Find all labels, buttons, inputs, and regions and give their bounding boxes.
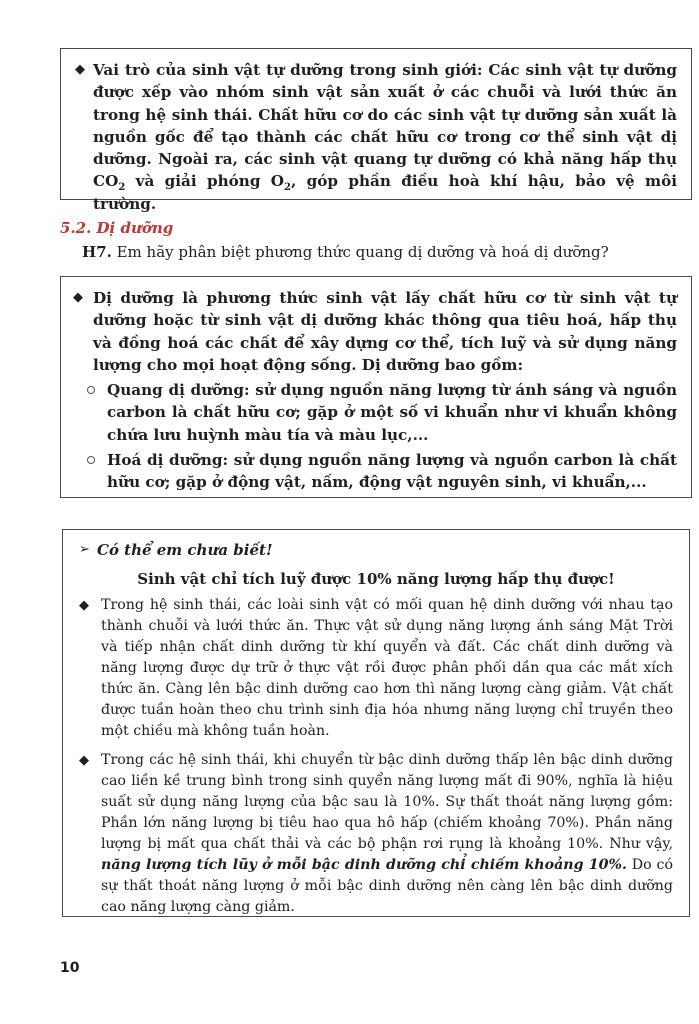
heterotroph-answer-box [60, 276, 692, 498]
energy-paragraph-2 [79, 750, 673, 918]
circle-bullet-icon [87, 456, 95, 464]
heterotroph-paragraph [73, 287, 677, 376]
chemoheterotroph-text: Hoá dị dưỡng: sử dụng nguồn năng lượng và nguồn carbon là chất hữu cơ; gặp ở động vật, nấm, động vật nguyên sinh, vi khuẩn,... [107, 451, 677, 492]
chemoheterotroph-item [87, 449, 677, 494]
role-autotroph-box [60, 48, 692, 213]
question-label: H7. [82, 243, 112, 261]
co2-subscript: 2 [118, 182, 126, 194]
did-you-know-heading [79, 540, 673, 560]
question-h7 [82, 243, 609, 261]
did-you-know-heading-text: Có thể em chưa biết! [97, 541, 273, 559]
energy-paragraph-2-text: Trong các hệ sinh thái, khi chuyển từ bậc dinh dưỡng thấp lên bậc dinh dưỡng cao liền kề trung bình trong sinh quyển năng lượng mất đi 90%, nghĩa là hiệu suất sử dụng năng lượng của bậc sau là 10%. Sự thất thoát năng lượng gồm: Phần lớn năng lượng bị tiêu hao qua hô hấp (chiếm khoảng 70%). Phần năng lượng bị mất qua chất thải và các bộ phận rơi rụng là khoảng 10%. Như vậy, [101, 752, 673, 852]
energy-paragraph-1 [79, 595, 673, 742]
role-text-end: , góp phần điều hoà khí hậu, bảo vệ môi trường. [93, 172, 677, 213]
did-you-know-box [62, 529, 690, 917]
role-autotroph-paragraph [75, 59, 677, 215]
role-text: Vai trò của sinh vật tự dưỡng trong sinh giới: Các sinh vật tự dưỡng được xếp vào nhóm sinh vật sản xuất ở các chuỗi và lưới thức ăn trong hệ sinh thái. Chất hữu cơ do các sinh vật tự dưỡng sản xuất là nguồn gốc để tạo thành các chất hữu cơ trong cơ thể sinh vật dị dưỡng. Ngoài ra, các sinh vật quang tự dưỡng có khả năng hấp thụ CO [93, 61, 677, 191]
arrow-bullet-icon: ➢ [79, 542, 90, 557]
section-title: 5.2. Dị dưỡng [60, 219, 174, 237]
energy-emphasis: năng lượng tích lũy ở mỗi bậc dinh dưỡng chỉ chiếm khoảng 10%. [101, 857, 627, 873]
photoheterotroph-item [87, 379, 677, 446]
diamond-bullet-icon: ◆ [79, 598, 89, 613]
heterotroph-text: Dị dưỡng là phương thức sinh vật lấy chất hữu cơ từ sinh vật tự dưỡng hoặc từ sinh vật dị dưỡng khác thông qua tiêu hoá, hấp thụ và đồng hoá các chất để xây dựng cơ thể, tích luỹ và sử dụng năng lượng cho mọi hoạt động sống. Dị dưỡng bao gồm: [93, 289, 677, 374]
diamond-bullet-icon: ◆ [73, 290, 83, 305]
energy-paragraph-1-text: Trong hệ sinh thái, các loài sinh vật có mối quan hệ dinh dưỡng với nhau tạo thành chuỗi và lưới thức ăn. Thực vật sử dụng năng lượng ánh sáng Mặt Trời và tiếp nhận chất dinh dưỡng từ khí quyển và đất. Các chất dinh dưỡng và năng lượng được dự trữ ở thực vật rồi được phân phối dần qua các mắt xích thức ăn. Càng lên bậc dinh dưỡng cao hơn thì năng lượng càng giảm. Vật chất được tuần hoàn theo chu trình sinh địa hóa nhưng năng lượng chỉ truyền theo một chiều mà không tuần hoàn. [101, 597, 673, 739]
diamond-bullet-icon: ◆ [75, 62, 85, 77]
role-text-mid: và giải phóng O [125, 172, 285, 191]
photoheterotroph-text: Quang dị dưỡng: sử dụng nguồn năng lượng từ ánh sáng và nguồn carbon là chất hữu cơ; gặp ở một số vi khuẩn như vi khuẩn không chứa lưu huỳnh màu tía và màu lục,... [107, 381, 677, 444]
circle-bullet-icon [87, 386, 95, 394]
o2-subscript: 2 [284, 182, 291, 194]
diamond-bullet-icon: ◆ [79, 753, 89, 768]
did-you-know-subheading: Sinh vật chỉ tích luỹ được 10% năng lượng hấp thụ được! [137, 570, 615, 588]
page-number: 10 [60, 960, 80, 976]
question-text: Em hãy phân biệt phương thức quang dị dưỡng và hoá dị dưỡng? [111, 243, 609, 261]
energy-paragraph-2-end: Do có sự thất thoát năng lượng ở mỗi bậc dinh dưỡng nên càng lên bậc dinh dưỡng cao năng lượng càng giảm. [101, 857, 673, 915]
